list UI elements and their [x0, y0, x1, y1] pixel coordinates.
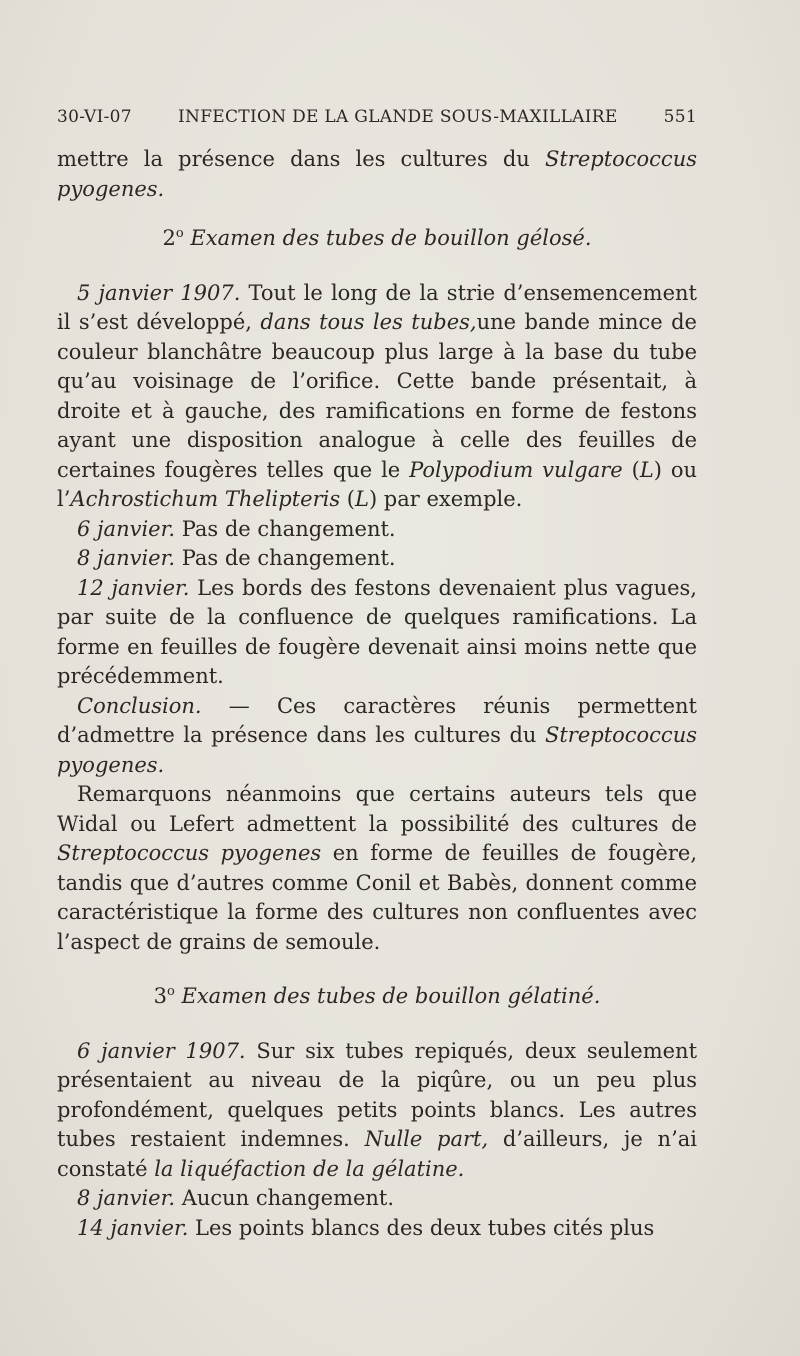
emphasis: la liquéfaction de la gélatine. — [154, 1156, 465, 1181]
section-heading-3 — [57, 982, 697, 1012]
page-number: 551 — [663, 107, 697, 127]
running-header — [57, 107, 697, 127]
heading-degree: o — [175, 226, 184, 241]
entry-date: 8 janvier. — [77, 1186, 176, 1210]
emphasis: dans tous les tubes, — [260, 310, 477, 334]
entry-date: 14 janvier. — [77, 1215, 189, 1240]
text-run: Pas de changement. — [175, 516, 396, 541]
heading-title: Examen des tubes de bouillon gélosé. — [190, 226, 592, 250]
entry-date: 6 janvier. — [77, 516, 176, 541]
text-run: — Ces caractères réunis permettent d’admettre la présence dans les cultures du — [57, 693, 697, 747]
author-abbrev: L — [639, 457, 654, 482]
text-run: Les bords des festons devenaient plus vagues, par suite de la confluence de quelques ramifications. La forme en feuilles de fougère devenait ainsi moins nette que précédemment. — [57, 575, 697, 688]
entry-date: 12 janvier. — [77, 575, 190, 600]
entry-date: 6 janvier 1907. — [77, 1038, 246, 1063]
text-run: mettre la présence dans les cultures du — [57, 147, 545, 171]
paragraph-5-janvier — [57, 279, 697, 515]
species-name: Streptococcus pyogenes. — [57, 147, 697, 201]
page-body — [57, 145, 697, 1243]
text-run: Remarquons néanmoins que certains auteurs tels que Widal ou Lefert admettent la possibilité des cultures de — [57, 782, 697, 836]
text-run: ( — [340, 487, 355, 511]
paragraph-8-janvier — [57, 544, 697, 574]
paragraph-12-janvier — [57, 574, 697, 692]
species-name: Streptococcus pyogenes — [57, 841, 322, 865]
species-name: Achrostichum Thelipteris — [70, 487, 341, 511]
author-abbrev: L — [354, 487, 369, 511]
text-run: ) ou l’ — [57, 457, 698, 511]
species-name: Streptococcus pyogenes. — [57, 723, 697, 777]
section-heading-2 — [57, 224, 697, 254]
text-run: Sur six tubes repiqués, deux seulement présentaient au niveau de la piqûre, ou un peu plus profondément, quelques petits points blancs. Les autres tubes restaient indemnes. — [57, 1038, 698, 1151]
heading-title: Examen des tubes de bouillon gélatiné. — [181, 984, 601, 1008]
paragraph-14-janvier — [57, 1214, 697, 1244]
conclusion-label: Conclusion. — [77, 693, 202, 718]
paragraph-continuation — [57, 145, 697, 204]
text-run: en forme de feuilles de fougère, tandis que d’autres comme Conil et Babès, donnent comme caractéristique la forme des cultures non confluentes avec l’aspect de grains de semoule. — [57, 841, 697, 954]
text-run: d’ailleurs, je n’ai constaté — [57, 1127, 697, 1181]
paragraph-8-janvier-gel — [57, 1184, 697, 1214]
text-run: Tout le long de la strie d’ensemencement il s’est développé, — [57, 280, 697, 334]
text-run: ( — [622, 457, 640, 482]
header-date: 30-VI-07 — [57, 107, 132, 127]
heading-number: 2 — [162, 226, 176, 250]
text-run: ) par exemple. — [368, 487, 523, 511]
text-run: Les points blancs des deux tubes cités plus — [188, 1215, 655, 1240]
paragraph-remarques — [57, 780, 697, 957]
text-run: Pas de changement. — [175, 546, 396, 570]
entry-date: 5 janvier 1907. — [77, 280, 241, 305]
running-title: INFECTION DE LA GLANDE SOUS-MAXILLAIRE — [178, 107, 618, 127]
paragraph-6-janvier-1907 — [57, 1037, 697, 1185]
species-name: Polypodium vulgare — [409, 457, 623, 482]
emphasis: Nulle part, — [364, 1127, 489, 1151]
paragraph-6-janvier — [57, 515, 697, 545]
text-run: Aucun changement. — [175, 1186, 395, 1210]
heading-number: 3 — [153, 984, 167, 1008]
entry-date: 8 janvier. — [77, 546, 176, 570]
heading-degree: o — [166, 984, 175, 999]
paragraph-conclusion — [57, 692, 697, 781]
text-run: une bande mince de couleur blanchâtre beaucoup plus large à la base du tube qu’au voisinage de l’orifice. Cette bande présentait, à droite et à gauche, des ramifications en forme de festons ayant une disposition analogue à celle des feuilles de certaines fougères telles que le — [57, 310, 697, 482]
